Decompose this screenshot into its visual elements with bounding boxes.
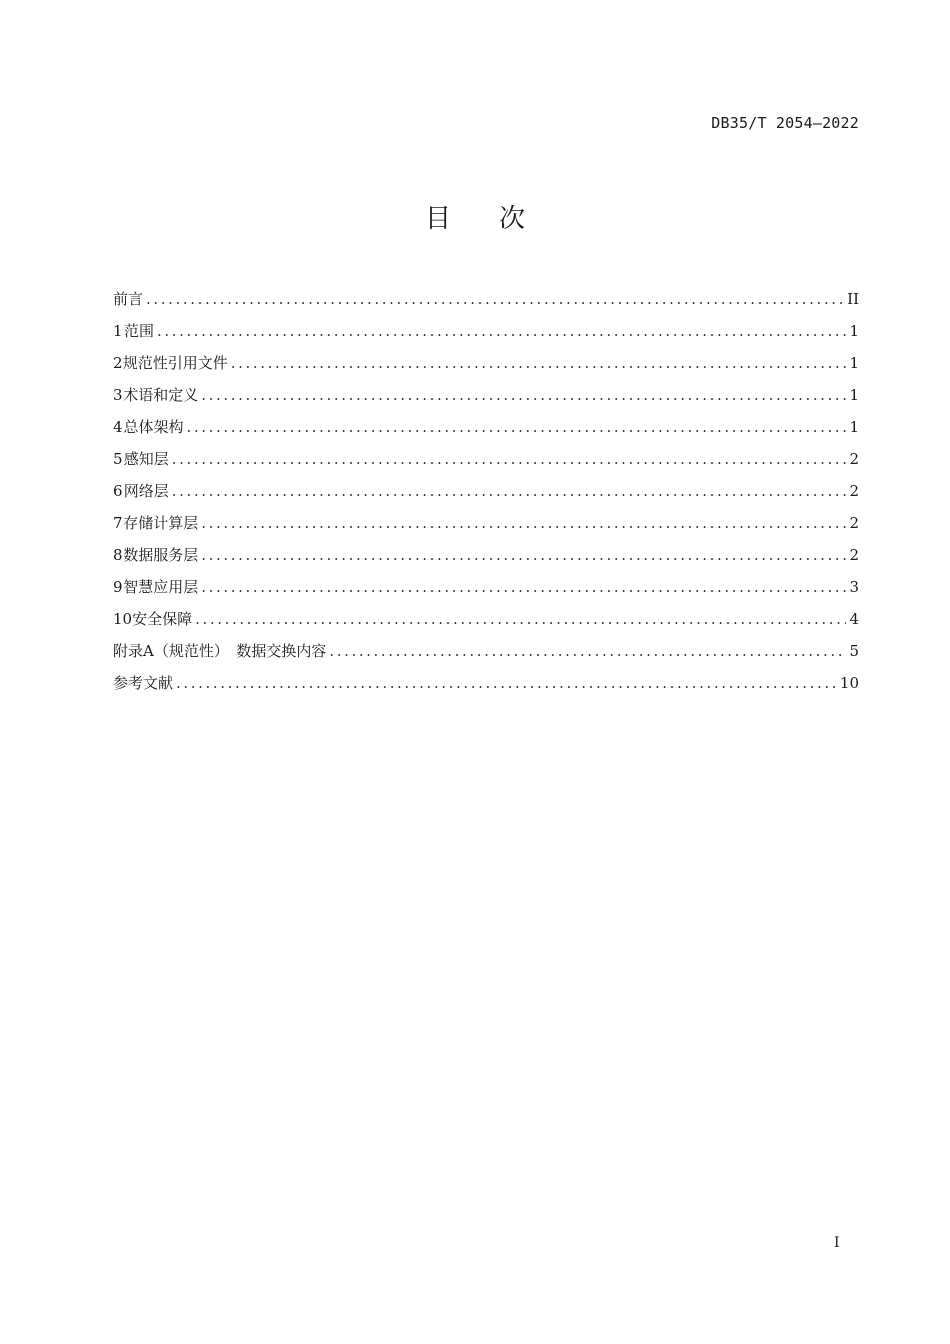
toc-entry-page: 2 xyxy=(849,482,859,500)
toc-entry-text: 前言 xyxy=(113,290,144,308)
toc-entry-text: 参考文献 xyxy=(113,674,174,692)
toc-entry-page: 5 xyxy=(849,642,859,660)
toc-entry-text: 安全保障 xyxy=(132,610,193,628)
toc-entry-scope[interactable] xyxy=(113,318,859,350)
toc-entry-number: 1 xyxy=(113,322,123,340)
toc-entry-text: 术语和定义 xyxy=(123,386,199,404)
toc-entry-foreword[interactable] xyxy=(113,286,859,318)
toc-dot-leader xyxy=(201,382,846,408)
toc-dot-leader xyxy=(172,478,847,504)
toc-entry-number: 2 xyxy=(113,354,123,372)
toc-dot-leader xyxy=(201,542,846,568)
toc-entry-text: 总体架构 xyxy=(123,418,184,436)
toc-entry-page: 2 xyxy=(849,450,859,468)
toc-dot-leader xyxy=(172,446,847,472)
toc-entry-bibliography[interactable] xyxy=(113,670,859,702)
toc-entry-terms-definitions[interactable] xyxy=(113,382,859,414)
toc-entry-text: 范围 xyxy=(123,322,154,340)
toc-entry-perception-layer[interactable] xyxy=(113,446,859,478)
toc-entry-smart-application-layer[interactable] xyxy=(113,574,859,606)
page-number: I xyxy=(834,1235,840,1251)
toc-entry-page: 1 xyxy=(849,322,859,340)
toc-entry-page: 10 xyxy=(839,674,859,692)
toc-entry-number: 4 xyxy=(113,418,123,436)
toc-entry-text: 附录A（规范性） 数据交换内容 xyxy=(113,642,327,660)
toc-dot-leader xyxy=(201,510,846,536)
toc-title: 目次 xyxy=(424,204,573,234)
toc-entry-number: 8 xyxy=(113,546,123,564)
toc-dot-leader xyxy=(146,286,844,312)
toc-dot-leader xyxy=(187,414,847,440)
toc-entry-page: 3 xyxy=(849,578,859,596)
table-of-contents xyxy=(113,286,859,702)
toc-entry-page: 2 xyxy=(849,546,859,564)
toc-entry-number: 7 xyxy=(113,514,123,532)
toc-entry-number: 6 xyxy=(113,482,123,500)
toc-entry-appendix-a[interactable] xyxy=(113,638,859,670)
toc-entry-number: 5 xyxy=(113,450,123,468)
toc-entry-normative-references[interactable] xyxy=(113,350,859,382)
toc-entry-text: 智慧应用层 xyxy=(123,578,199,596)
toc-entry-page: 4 xyxy=(849,610,859,628)
toc-entry-page: 1 xyxy=(849,354,859,372)
toc-entry-storage-compute-layer[interactable] xyxy=(113,510,859,542)
toc-entry-security[interactable] xyxy=(113,606,859,638)
toc-entry-text: 数据服务层 xyxy=(123,546,199,564)
document-code: DB35/T 2054—2022 xyxy=(711,114,859,132)
toc-dot-leader xyxy=(329,638,846,664)
toc-entry-text: 感知层 xyxy=(123,450,169,468)
toc-entry-page: 2 xyxy=(849,514,859,532)
toc-entry-number: 10 xyxy=(113,610,133,628)
toc-entry-number: 3 xyxy=(113,386,123,404)
toc-entry-overall-architecture[interactable] xyxy=(113,414,859,446)
toc-entry-data-service-layer[interactable] xyxy=(113,542,859,574)
toc-dot-leader xyxy=(201,574,846,600)
toc-entry-text: 规范性引用文件 xyxy=(122,354,228,372)
toc-entry-text: 网络层 xyxy=(123,482,169,500)
toc-entry-page: 1 xyxy=(849,418,859,436)
toc-entry-page: II xyxy=(847,290,859,308)
toc-entry-network-layer[interactable] xyxy=(113,478,859,510)
toc-dot-leader xyxy=(176,670,837,696)
toc-dot-leader xyxy=(195,606,846,632)
toc-entry-text: 存储计算层 xyxy=(123,514,199,532)
toc-entry-page: 1 xyxy=(849,386,859,404)
toc-dot-leader xyxy=(231,350,847,376)
toc-dot-leader xyxy=(157,318,846,344)
toc-entry-number: 9 xyxy=(113,578,123,596)
